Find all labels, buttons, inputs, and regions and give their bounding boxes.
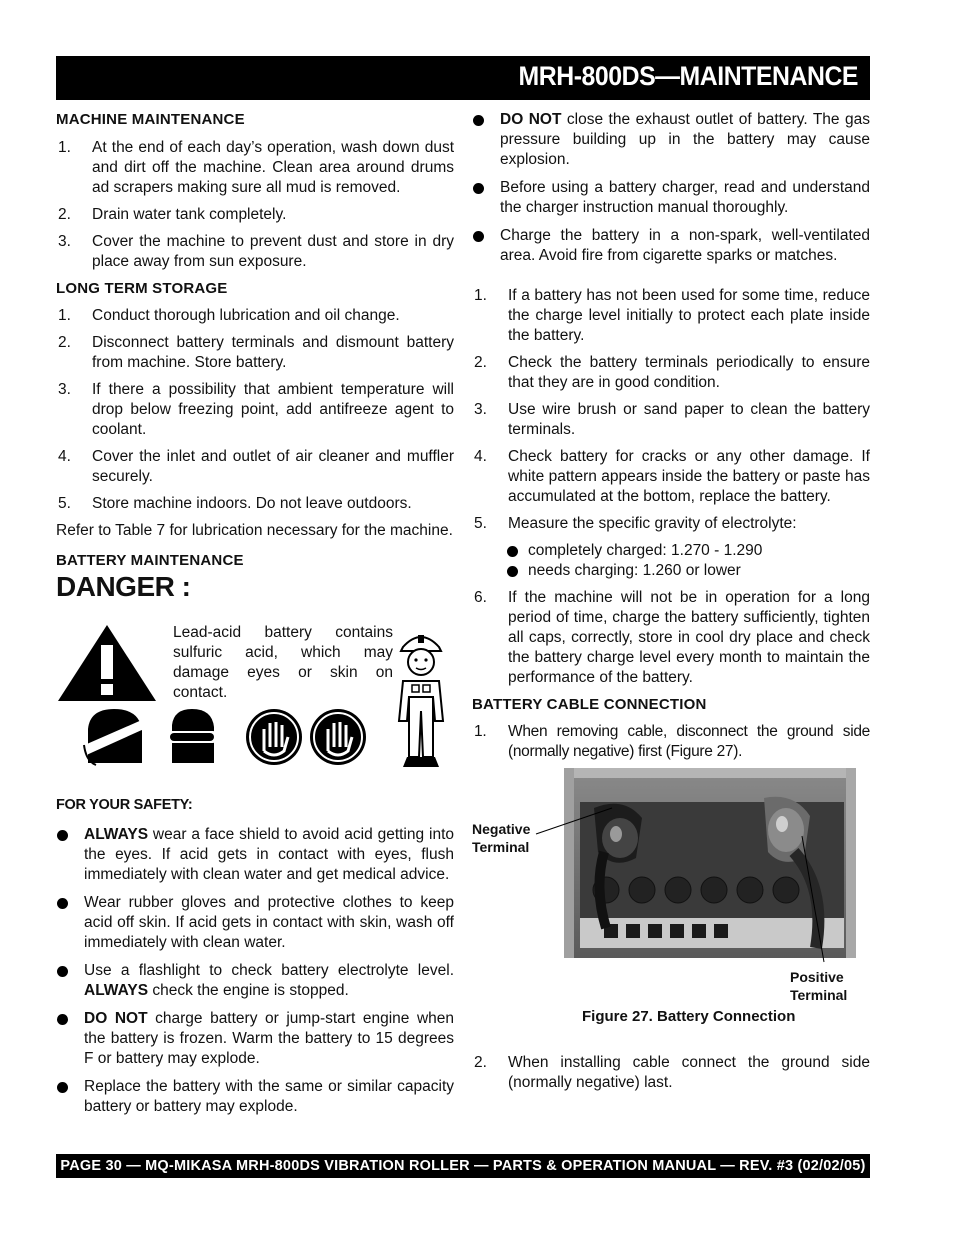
worker-figure-icon xyxy=(389,625,453,775)
list-item: 4. Check battery for cracks or any other damage. If white pattern appears inside the battery or paste has accumulated at the bottom, replace the battery. xyxy=(474,448,870,505)
gloves-icon xyxy=(308,707,368,767)
lubrication-note: Refer to Table 7 for lubrication necessary for the machine. xyxy=(56,522,453,539)
gravity-item: completely charged: 1.270 - 1.290 xyxy=(506,541,870,561)
figure-battery-connection xyxy=(472,766,870,1026)
for-your-safety-heading: FOR YOUR SAFETY: xyxy=(56,797,193,813)
list-item: Wear rubber gloves and protective clothes to keep acid off skin. If acid gets in contact with skin, wash off immediately with clean water. xyxy=(56,893,454,953)
list-item: 5. Store machine indoors. Do not leave outdoors. xyxy=(58,495,412,512)
goggles-icon xyxy=(162,705,220,767)
battery-maintenance-heading: BATTERY MAINTENANCE xyxy=(56,552,244,569)
list-item: 3. If there a possibility that ambient temperature will drop below freezing point, add antifreeze agent to coolant. xyxy=(58,381,454,438)
warning-triangle-icon xyxy=(56,623,158,703)
list-item: DO NOT charge battery or jump-start engine when the battery is frozen. Warm the battery to 15 degrees F or battery may explode. xyxy=(56,1009,454,1069)
left-column xyxy=(56,110,454,602)
list-item: DO NOT close the exhaust outlet of battery. The gas pressure building up in the battery may cause explosion. xyxy=(472,110,870,170)
list-item: 2. Check the battery terminals periodically to ensure that they are in good condition. xyxy=(474,354,870,391)
danger-block xyxy=(56,615,454,785)
negative-terminal-label: Negative Terminal xyxy=(472,821,531,855)
right-column xyxy=(472,110,870,762)
long-term-storage-heading: LONG TERM STORAGE xyxy=(56,280,228,297)
danger-text: Lead-acid battery contains sulfuric acid, which may damage eyes or skin on contact. xyxy=(173,624,393,701)
list-item: 1. When removing cable, disconnect the ground side (normally negative) first (Figure 27). xyxy=(474,723,870,760)
danger-title: DANGER : xyxy=(56,571,191,602)
gravity-item: needs charging: 1.260 or lower xyxy=(506,561,870,581)
list-item: 3. Cover the machine to prevent dust and store in dry place away from sun exposure. xyxy=(58,233,454,270)
machine-maintenance-heading: MACHINE MAINTENANCE xyxy=(56,111,245,128)
safety-section xyxy=(56,795,454,1117)
list-item: 4. Cover the inlet and outlet of air cleaner and muffler securely. xyxy=(58,448,454,485)
figure-caption: Figure 27. Battery Connection xyxy=(582,1008,796,1025)
gloves-icon xyxy=(244,707,304,767)
list-item: ALWAYS wear a face shield to avoid acid getting into the eyes. If acid gets in contact with eyes, flush immediately with clean water and get medical advice. xyxy=(56,825,454,885)
list-item: 5. Measure the specific gravity of electrolyte: xyxy=(474,515,797,532)
list-item: 6. If the machine will not be in operation for a long period of time, charge the battery sufficiently, tighten all caps, correctly, store in cool dry place and check the battery charge level every month to maintain the performance of the battery. xyxy=(474,589,870,686)
list-item: Use a flashlight to check battery electrolyte level. ALWAYS check the engine is stopped. xyxy=(56,961,454,1001)
face-shield-icon xyxy=(78,705,148,767)
list-item: Charge the battery in a non-spark, well-ventilated area. Avoid fire from cigarette sparks or matches. xyxy=(472,226,870,266)
list-item: 2. When installing cable connect the ground side (normally negative) last. xyxy=(474,1054,870,1091)
list-item: 1. At the end of each day’s operation, wash down dust and dirt off the machine. Clean area around drums ad scrapers making sure all mud is removed. xyxy=(58,139,454,196)
list-item: 1. If a battery has not been used for some time, reduce the charge level initially to protect each plate inside the battery. xyxy=(474,287,870,344)
list-item: 2. Disconnect battery terminals and dismount battery from machine. Store battery. xyxy=(58,334,454,371)
header-bar xyxy=(56,56,870,100)
list-item: Replace the battery with the same or similar capacity battery or battery may explode. xyxy=(56,1077,454,1117)
list-item: 1. Conduct thorough lubrication and oil change. xyxy=(58,307,400,324)
battery-cable-heading: BATTERY CABLE CONNECTION xyxy=(472,696,707,713)
cable-step-2 xyxy=(472,1053,870,1093)
list-item: 3. Use wire brush or sand paper to clean the battery terminals. xyxy=(474,401,870,438)
footer-bar: PAGE 30 — MQ-MIKASA MRH-800DS VIBRATION ROLLER — PARTS & OPERATION MANUAL — REV. #3 (02/02/05) xyxy=(56,1154,870,1178)
positive-terminal-label: Positive Terminal xyxy=(790,969,848,1003)
list-item: Before using a battery charger, read and understand the charger instruction manual thoroughly. xyxy=(472,178,870,218)
list-item: 2. Drain water tank completely. xyxy=(58,206,287,223)
page-title: MRH-800DS—MAINTENANCE xyxy=(518,61,858,91)
